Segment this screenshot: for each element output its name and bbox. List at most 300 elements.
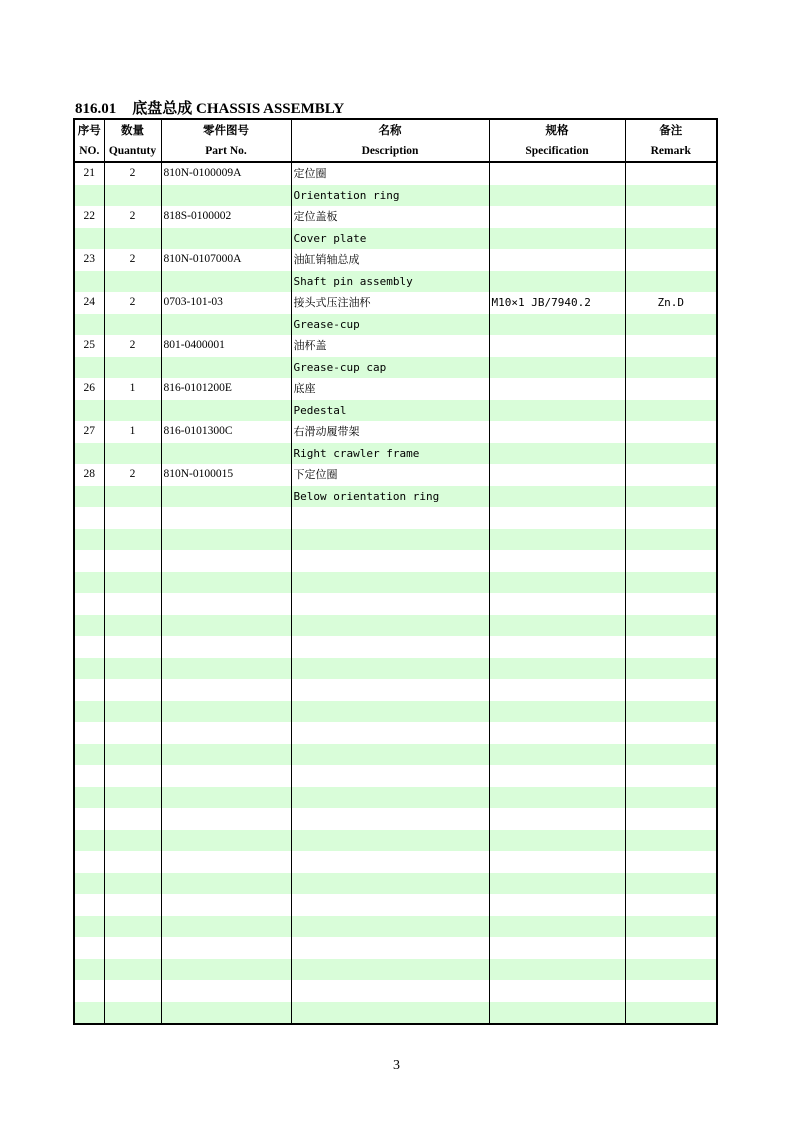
cell-remark xyxy=(625,206,717,228)
cell-description xyxy=(291,636,489,658)
cell-no xyxy=(74,959,104,981)
cell-remark xyxy=(625,507,717,529)
cell-remark xyxy=(625,787,717,809)
cell-qty xyxy=(104,830,161,852)
cell-no xyxy=(74,916,104,938)
cell-no xyxy=(74,593,104,615)
empty-table-row xyxy=(74,507,717,529)
header-spec-en: Specification xyxy=(489,140,625,162)
cell-remark xyxy=(625,185,717,207)
cell-no xyxy=(74,808,104,830)
cell-specification xyxy=(489,765,625,787)
empty-table-row xyxy=(74,830,717,852)
cell-remark xyxy=(625,572,717,594)
cell-description: 油杯盖 xyxy=(291,335,489,357)
cell-part-no xyxy=(161,679,291,701)
cell-description: 底座 xyxy=(291,378,489,400)
cell-no: 23 xyxy=(74,249,104,271)
cell-specification xyxy=(489,830,625,852)
cell-qty xyxy=(104,937,161,959)
cell-specification xyxy=(489,787,625,809)
cell-qty xyxy=(104,787,161,809)
cell-remark xyxy=(625,228,717,250)
cell-no: 26 xyxy=(74,378,104,400)
cell-no xyxy=(74,744,104,766)
cell-description: Shaft pin assembly xyxy=(291,271,489,293)
cell-remark xyxy=(625,529,717,551)
cell-qty xyxy=(104,894,161,916)
cell-qty xyxy=(104,873,161,895)
cell-remark xyxy=(625,378,717,400)
cell-no xyxy=(74,765,104,787)
cell-part-no xyxy=(161,787,291,809)
cell-remark xyxy=(625,314,717,336)
cell-qty xyxy=(104,701,161,723)
table-row xyxy=(74,357,717,379)
cell-no xyxy=(74,1002,104,1025)
cell-specification xyxy=(489,873,625,895)
cell-part-no xyxy=(161,959,291,981)
cell-no xyxy=(74,357,104,379)
cell-specification xyxy=(489,615,625,637)
empty-table-row xyxy=(74,916,717,938)
cell-part-no xyxy=(161,572,291,594)
cell-specification xyxy=(489,722,625,744)
cell-remark xyxy=(625,400,717,422)
cell-part-no xyxy=(161,550,291,572)
table-row xyxy=(74,464,717,486)
table-row xyxy=(74,206,717,228)
cell-description xyxy=(291,658,489,680)
empty-table-row xyxy=(74,722,717,744)
cell-part-no xyxy=(161,593,291,615)
empty-table-row xyxy=(74,787,717,809)
cell-remark xyxy=(625,1002,717,1025)
cell-specification xyxy=(489,894,625,916)
empty-table-row xyxy=(74,894,717,916)
cell-qty xyxy=(104,679,161,701)
cell-qty xyxy=(104,486,161,508)
cell-specification xyxy=(489,808,625,830)
cell-description xyxy=(291,851,489,873)
cell-no xyxy=(74,572,104,594)
cell-no: 28 xyxy=(74,464,104,486)
header-part-cn: 零件图号 xyxy=(161,119,291,140)
cell-qty xyxy=(104,808,161,830)
cell-no: 25 xyxy=(74,335,104,357)
empty-table-row xyxy=(74,615,717,637)
cell-qty xyxy=(104,658,161,680)
cell-remark xyxy=(625,959,717,981)
empty-table-row xyxy=(74,937,717,959)
cell-description xyxy=(291,980,489,1002)
cell-qty xyxy=(104,185,161,207)
cell-description xyxy=(291,679,489,701)
header-row-english xyxy=(74,140,717,162)
cell-part-no: 801-0400001 xyxy=(161,335,291,357)
cell-qty xyxy=(104,357,161,379)
cell-specification xyxy=(489,443,625,465)
table-row xyxy=(74,185,717,207)
cell-qty: 1 xyxy=(104,421,161,443)
cell-specification xyxy=(489,464,625,486)
cell-no: 27 xyxy=(74,421,104,443)
cell-part-no xyxy=(161,443,291,465)
empty-table-row xyxy=(74,1002,717,1025)
cell-no xyxy=(74,486,104,508)
cell-description: Orientation ring xyxy=(291,185,489,207)
empty-table-row xyxy=(74,658,717,680)
cell-remark xyxy=(625,830,717,852)
cell-remark xyxy=(625,421,717,443)
cell-no xyxy=(74,271,104,293)
cell-specification xyxy=(489,636,625,658)
empty-table-row xyxy=(74,636,717,658)
cell-specification xyxy=(489,679,625,701)
cell-specification xyxy=(489,206,625,228)
cell-qty xyxy=(104,443,161,465)
table-row xyxy=(74,271,717,293)
cell-specification xyxy=(489,378,625,400)
empty-table-row xyxy=(74,550,717,572)
cell-specification: M10×1 JB/7940.2 xyxy=(489,292,625,314)
cell-qty xyxy=(104,744,161,766)
header-qty-en: Quantuty xyxy=(104,140,161,162)
cell-description xyxy=(291,894,489,916)
cell-specification xyxy=(489,550,625,572)
table-row xyxy=(74,486,717,508)
cell-part-no: 810N-0100015 xyxy=(161,464,291,486)
cell-no xyxy=(74,185,104,207)
cell-remark xyxy=(625,162,717,185)
cell-qty xyxy=(104,400,161,422)
cell-description: 下定位圈 xyxy=(291,464,489,486)
cell-qty: 2 xyxy=(104,335,161,357)
cell-remark xyxy=(625,701,717,723)
cell-description: 油缸销轴总成 xyxy=(291,249,489,271)
cell-description: Grease-cup xyxy=(291,314,489,336)
empty-table-row xyxy=(74,679,717,701)
cell-specification xyxy=(489,593,625,615)
cell-remark xyxy=(625,357,717,379)
cell-description xyxy=(291,701,489,723)
cell-part-no xyxy=(161,615,291,637)
cell-part-no xyxy=(161,937,291,959)
cell-remark xyxy=(625,636,717,658)
header-spec-cn: 规格 xyxy=(489,119,625,140)
cell-specification xyxy=(489,185,625,207)
header-desc-en: Description xyxy=(291,140,489,162)
table-row xyxy=(74,378,717,400)
cell-part-no xyxy=(161,873,291,895)
cell-part-no xyxy=(161,529,291,551)
cell-part-no: 0703-101-03 xyxy=(161,292,291,314)
cell-part-no xyxy=(161,185,291,207)
cell-qty xyxy=(104,314,161,336)
cell-no xyxy=(74,615,104,637)
cell-part-no xyxy=(161,357,291,379)
cell-description xyxy=(291,529,489,551)
cell-description xyxy=(291,1002,489,1025)
empty-table-row xyxy=(74,959,717,981)
cell-qty xyxy=(104,550,161,572)
cell-part-no xyxy=(161,507,291,529)
table-row xyxy=(74,421,717,443)
empty-table-row xyxy=(74,744,717,766)
cell-qty: 2 xyxy=(104,249,161,271)
cell-qty: 2 xyxy=(104,464,161,486)
section-number: 816.01 xyxy=(75,101,117,117)
cell-qty xyxy=(104,765,161,787)
cell-specification xyxy=(489,162,625,185)
cell-specification xyxy=(489,744,625,766)
cell-no xyxy=(74,658,104,680)
empty-table-row xyxy=(74,980,717,1002)
cell-qty xyxy=(104,572,161,594)
cell-part-no xyxy=(161,701,291,723)
cell-no xyxy=(74,701,104,723)
cell-qty xyxy=(104,851,161,873)
cell-remark xyxy=(625,271,717,293)
cell-remark xyxy=(625,593,717,615)
table-row xyxy=(74,443,717,465)
empty-table-row xyxy=(74,572,717,594)
header-qty-cn: 数量 xyxy=(104,119,161,140)
cell-description: 定位圈 xyxy=(291,162,489,185)
cell-part-no xyxy=(161,636,291,658)
cell-part-no xyxy=(161,765,291,787)
header-remark-en: Remark xyxy=(625,140,717,162)
cell-description: Cover plate xyxy=(291,228,489,250)
cell-part-no xyxy=(161,658,291,680)
cell-description xyxy=(291,937,489,959)
cell-description xyxy=(291,808,489,830)
table-row xyxy=(74,400,717,422)
cell-specification xyxy=(489,271,625,293)
cell-part-no xyxy=(161,228,291,250)
cell-description xyxy=(291,787,489,809)
cell-remark xyxy=(625,873,717,895)
cell-specification xyxy=(489,851,625,873)
section-name: 底盘总成 CHASSIS ASSEMBLY xyxy=(132,101,345,117)
cell-description xyxy=(291,550,489,572)
cell-part-no xyxy=(161,851,291,873)
header-no-en: NO. xyxy=(74,140,104,162)
cell-specification xyxy=(489,421,625,443)
cell-no xyxy=(74,550,104,572)
cell-specification xyxy=(489,1002,625,1025)
cell-remark xyxy=(625,808,717,830)
cell-qty xyxy=(104,636,161,658)
cell-no xyxy=(74,937,104,959)
page-number: 3 xyxy=(393,1058,400,1073)
cell-no xyxy=(74,529,104,551)
header-desc-cn: 名称 xyxy=(291,119,489,140)
cell-part-no: 810N-0107000A xyxy=(161,249,291,271)
cell-description: Grease-cup cap xyxy=(291,357,489,379)
parts-table xyxy=(73,118,718,1025)
cell-remark xyxy=(625,464,717,486)
cell-description: 右滑动履带架 xyxy=(291,421,489,443)
parts-table-body xyxy=(74,162,717,1024)
cell-specification xyxy=(489,357,625,379)
empty-table-row xyxy=(74,701,717,723)
cell-specification xyxy=(489,529,625,551)
cell-specification xyxy=(489,400,625,422)
cell-no xyxy=(74,894,104,916)
table-row xyxy=(74,249,717,271)
header-row-chinese xyxy=(74,119,717,140)
cell-part-no xyxy=(161,400,291,422)
header-part-en: Part No. xyxy=(161,140,291,162)
empty-table-row xyxy=(74,529,717,551)
cell-description xyxy=(291,615,489,637)
cell-description xyxy=(291,572,489,594)
cell-remark xyxy=(625,550,717,572)
cell-part-no: 810N-0100009A xyxy=(161,162,291,185)
cell-no xyxy=(74,443,104,465)
cell-remark xyxy=(625,443,717,465)
cell-remark xyxy=(625,980,717,1002)
table-row xyxy=(74,162,717,185)
cell-specification xyxy=(489,916,625,938)
cell-qty xyxy=(104,593,161,615)
cell-no: 22 xyxy=(74,206,104,228)
cell-remark xyxy=(625,722,717,744)
cell-no xyxy=(74,830,104,852)
cell-remark xyxy=(625,486,717,508)
cell-qty xyxy=(104,228,161,250)
empty-table-row xyxy=(74,808,717,830)
cell-description xyxy=(291,593,489,615)
cell-part-no: 818S-0100002 xyxy=(161,206,291,228)
cell-specification xyxy=(489,980,625,1002)
cell-no xyxy=(74,228,104,250)
cell-specification xyxy=(489,335,625,357)
cell-qty: 2 xyxy=(104,292,161,314)
cell-remark xyxy=(625,679,717,701)
cell-qty xyxy=(104,722,161,744)
cell-no xyxy=(74,873,104,895)
cell-qty xyxy=(104,271,161,293)
cell-no xyxy=(74,507,104,529)
cell-qty: 2 xyxy=(104,206,161,228)
cell-remark xyxy=(625,658,717,680)
cell-part-no xyxy=(161,722,291,744)
cell-qty xyxy=(104,1002,161,1025)
empty-table-row xyxy=(74,851,717,873)
cell-part-no xyxy=(161,830,291,852)
section-title xyxy=(75,97,344,118)
cell-qty xyxy=(104,615,161,637)
cell-part-no xyxy=(161,916,291,938)
cell-part-no xyxy=(161,744,291,766)
cell-qty xyxy=(104,980,161,1002)
cell-no xyxy=(74,636,104,658)
cell-remark xyxy=(625,744,717,766)
cell-description xyxy=(291,744,489,766)
cell-no: 24 xyxy=(74,292,104,314)
cell-specification xyxy=(489,701,625,723)
cell-remark xyxy=(625,937,717,959)
cell-part-no: 816-0101300C xyxy=(161,421,291,443)
cell-specification xyxy=(489,937,625,959)
cell-no: 21 xyxy=(74,162,104,185)
table-row xyxy=(74,314,717,336)
cell-remark xyxy=(625,894,717,916)
cell-remark xyxy=(625,916,717,938)
cell-specification xyxy=(489,228,625,250)
cell-no xyxy=(74,400,104,422)
cell-part-no xyxy=(161,980,291,1002)
cell-no xyxy=(74,722,104,744)
empty-table-row xyxy=(74,765,717,787)
cell-qty: 2 xyxy=(104,162,161,185)
cell-description xyxy=(291,959,489,981)
cell-description: 接头式压注油杯 xyxy=(291,292,489,314)
cell-description xyxy=(291,765,489,787)
empty-table-row xyxy=(74,593,717,615)
cell-part-no xyxy=(161,271,291,293)
cell-part-no xyxy=(161,314,291,336)
cell-no xyxy=(74,787,104,809)
cell-no xyxy=(74,314,104,336)
table-row xyxy=(74,228,717,250)
table-row xyxy=(74,292,717,314)
cell-specification xyxy=(489,314,625,336)
cell-description xyxy=(291,873,489,895)
header-remark-cn: 备注 xyxy=(625,119,717,140)
cell-remark xyxy=(625,851,717,873)
cell-specification xyxy=(489,486,625,508)
cell-part-no: 816-0101200E xyxy=(161,378,291,400)
table-row xyxy=(74,335,717,357)
cell-specification xyxy=(489,658,625,680)
cell-specification xyxy=(489,507,625,529)
cell-specification xyxy=(489,572,625,594)
cell-description xyxy=(291,916,489,938)
cell-no xyxy=(74,679,104,701)
cell-description xyxy=(291,507,489,529)
cell-part-no xyxy=(161,894,291,916)
cell-description: Pedestal xyxy=(291,400,489,422)
cell-qty xyxy=(104,507,161,529)
empty-table-row xyxy=(74,873,717,895)
cell-remark xyxy=(625,335,717,357)
cell-remark xyxy=(625,249,717,271)
cell-description: Right crawler frame xyxy=(291,443,489,465)
cell-description: Below orientation ring xyxy=(291,486,489,508)
cell-remark xyxy=(625,765,717,787)
cell-qty xyxy=(104,916,161,938)
cell-part-no xyxy=(161,808,291,830)
cell-specification xyxy=(489,959,625,981)
cell-part-no xyxy=(161,1002,291,1025)
cell-qty xyxy=(104,529,161,551)
header-no-cn: 序号 xyxy=(74,119,104,140)
cell-description xyxy=(291,722,489,744)
cell-remark: Zn.D xyxy=(625,292,717,314)
cell-description: 定位盖板 xyxy=(291,206,489,228)
cell-remark xyxy=(625,615,717,637)
cell-no xyxy=(74,980,104,1002)
cell-qty: 1 xyxy=(104,378,161,400)
cell-part-no xyxy=(161,486,291,508)
cell-description xyxy=(291,830,489,852)
cell-qty xyxy=(104,959,161,981)
cell-no xyxy=(74,851,104,873)
cell-specification xyxy=(489,249,625,271)
